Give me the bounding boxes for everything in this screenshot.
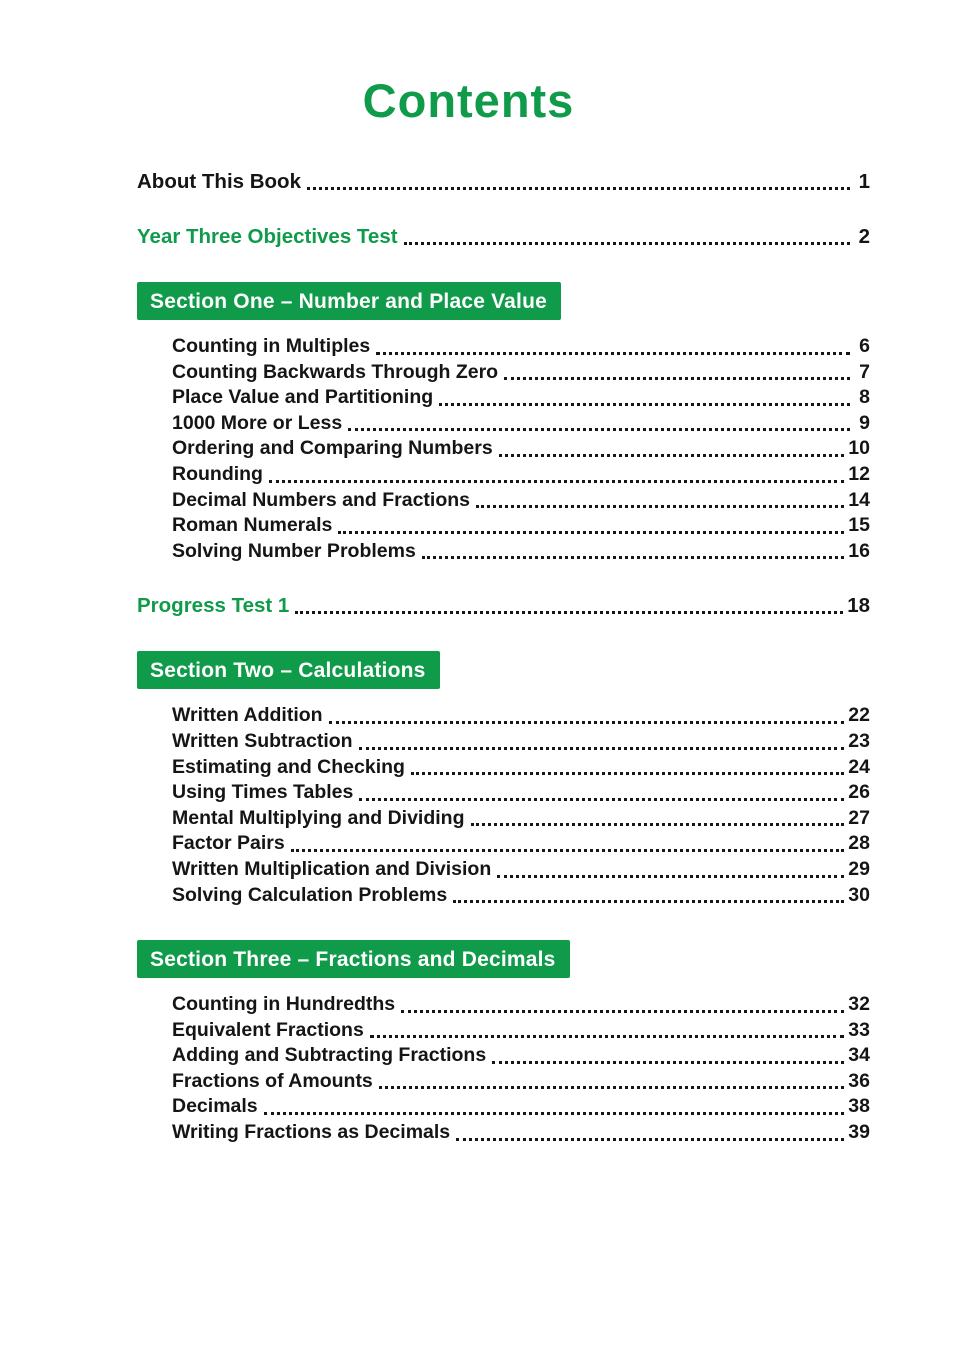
toc-entry [172, 1018, 870, 1044]
dot-leader [497, 875, 844, 878]
toc-entry-label: Written Multiplication and Division [172, 857, 492, 880]
toc-entry [172, 857, 870, 883]
toc-entry [172, 992, 870, 1018]
toc-entry-page-number: 32 [848, 993, 870, 1016]
toc-entry-label: Using Times Tables [172, 781, 354, 804]
toc-entry-page-number: 28 [848, 832, 870, 855]
section-entry-list [172, 703, 870, 908]
toc-front-entry-page-number: 2 [858, 225, 870, 248]
section-banner: Section Two – Calculations [137, 651, 440, 689]
toc-entry-page-number: 12 [848, 462, 870, 485]
dot-leader [456, 1138, 844, 1141]
dot-leader [379, 1086, 845, 1089]
toc-entry [172, 360, 870, 386]
toc-entry-label: Estimating and Checking [172, 755, 405, 778]
toc-entry-label: Factor Pairs [172, 832, 285, 855]
toc-entry [172, 334, 870, 360]
toc-entry [172, 703, 870, 729]
section-banner-row [137, 282, 870, 320]
toc-entry-page-number: 26 [848, 781, 870, 804]
toc-front-entry [137, 224, 870, 250]
toc-entry-page-number: 8 [859, 386, 870, 409]
dot-leader [492, 1061, 844, 1064]
toc-entry-page-number: 15 [848, 514, 870, 537]
section-banner-row [137, 651, 870, 689]
toc-entry-label: Fractions of Amounts [172, 1069, 373, 1092]
section-banner-row [137, 940, 870, 978]
dot-leader [269, 480, 844, 483]
toc-entry [172, 488, 870, 514]
toc-entry-label: Decimal Numbers and Fractions [172, 488, 471, 511]
toc-entry-label: Solving Calculation Problems [172, 883, 448, 906]
dot-leader [504, 377, 850, 380]
dot-leader [439, 403, 850, 406]
dot-leader [348, 428, 850, 431]
toc-entry [172, 780, 870, 806]
toc-entry [172, 729, 870, 755]
toc-entry-page-number: 38 [848, 1095, 870, 1118]
section-entry-list [172, 334, 870, 564]
section-banner: Section Three – Fractions and Decimals [137, 940, 570, 978]
toc-entry-label: Adding and Subtracting Fractions [172, 1044, 487, 1067]
toc-entry-label: Rounding [172, 462, 263, 485]
toc-entry [172, 1069, 870, 1095]
toc-entry-page-number: 30 [848, 883, 870, 906]
toc-entry-page-number: 6 [859, 335, 870, 357]
toc-entry [172, 462, 870, 488]
toc-entry [172, 513, 870, 539]
section-banner: Section One – Number and Place Value [137, 282, 561, 320]
dot-leader [264, 1112, 845, 1115]
dot-leader [401, 1010, 844, 1013]
dot-leader [370, 1035, 845, 1038]
toc-front-entry-label: Progress Test 1 [137, 594, 290, 618]
toc-entry [172, 1120, 870, 1146]
toc-entry-label: Place Value and Partitioning [172, 386, 434, 409]
toc-entry-page-number: 36 [848, 1069, 870, 1092]
dot-leader [338, 531, 844, 534]
toc-entry-label: 1000 More or Less [172, 411, 343, 434]
toc-entry-label: Solving Number Problems [172, 539, 416, 562]
dot-leader [295, 611, 843, 614]
toc [137, 169, 870, 1146]
toc-entry-page-number: 16 [848, 539, 870, 562]
toc-entry-label: Written Addition [172, 704, 323, 727]
dot-leader [329, 721, 845, 724]
toc-entry [172, 1043, 870, 1069]
toc-entry-page-number: 10 [848, 437, 870, 460]
dot-leader [471, 823, 845, 826]
toc-entry-page-number: 24 [848, 755, 870, 778]
dot-leader [404, 242, 850, 245]
toc-entry-page-number: 23 [848, 729, 870, 752]
toc-entry-page-number: 27 [848, 806, 870, 829]
toc-entry [172, 411, 870, 437]
toc-entry [172, 831, 870, 857]
toc-front-entry-page-number: 18 [847, 594, 870, 618]
toc-blocks [137, 169, 870, 1146]
toc-entry-page-number: 34 [848, 1044, 870, 1067]
dot-leader [376, 352, 850, 355]
toc-entry [172, 385, 870, 411]
toc-entry [172, 806, 870, 832]
toc-entry-label: Counting in Hundredths [172, 993, 396, 1016]
toc-entry-label: Counting Backwards Through Zero [172, 360, 499, 383]
dot-leader [359, 747, 845, 750]
dot-leader [499, 454, 845, 457]
dot-leader [411, 772, 844, 775]
dot-leader [359, 798, 844, 801]
section-entry-list [172, 992, 870, 1146]
toc-entry [172, 1094, 870, 1120]
toc-front-entry [137, 593, 870, 619]
toc-entry-label: Equivalent Fractions [172, 1018, 364, 1041]
toc-entry-label: Decimals [172, 1095, 258, 1118]
toc-entry-label: Mental Multiplying and Dividing [172, 806, 465, 829]
toc-front-entry [137, 169, 870, 195]
toc-entry-label: Counting in Multiples [172, 335, 371, 357]
page-title: Contents [362, 74, 575, 127]
toc-front-entry-label: Year Three Objectives Test [137, 225, 398, 248]
toc-entry-page-number: 14 [848, 488, 870, 511]
toc-entry-page-number: 22 [848, 704, 870, 727]
toc-entry-page-number: 29 [848, 857, 870, 880]
dot-leader [422, 556, 844, 559]
toc-entry-label: Roman Numerals [172, 514, 333, 537]
toc-entry [172, 883, 870, 909]
toc-entry-label: Written Subtraction [172, 729, 353, 752]
toc-entry [172, 755, 870, 781]
toc-entry-page-number: 33 [848, 1018, 870, 1041]
toc-front-entry-label: About This Book [137, 170, 301, 193]
toc-entry [172, 436, 870, 462]
toc-entry-page-number: 39 [848, 1121, 870, 1144]
dot-leader [476, 505, 844, 508]
toc-entry-page-number: 7 [859, 360, 870, 383]
dot-leader [453, 900, 844, 903]
toc-entry-label: Ordering and Comparing Numbers [172, 437, 493, 460]
toc-entry-label: Writing Fractions as Decimals [172, 1121, 451, 1144]
toc-entry-page-number: 9 [859, 411, 870, 434]
toc-entry [172, 539, 870, 565]
toc-front-entry-page-number: 1 [858, 170, 870, 193]
dot-leader [307, 187, 850, 190]
dot-leader [291, 849, 845, 852]
